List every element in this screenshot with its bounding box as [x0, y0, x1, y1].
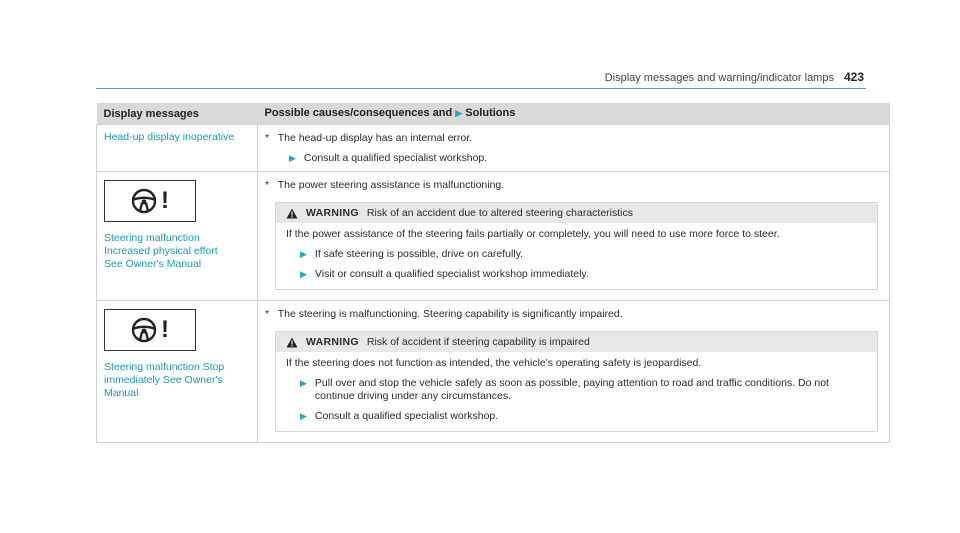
step-text: Visit or consult a qualified specialist workshop immediately.	[314, 268, 589, 280]
message-text: Head-up display inoperative	[104, 131, 235, 143]
arrow-right-icon: ▶	[300, 411, 307, 421]
step-text: Pull over and stop the vehicle safely as soon as possible, paying attention to road and traffic conditions. Do not continue driving under any circumstances.	[314, 377, 829, 402]
cause-cell	[258, 125, 890, 172]
page-number: 423	[843, 70, 864, 84]
exclamation-mark: !	[161, 187, 169, 214]
message-text: Steering malfunction	[104, 232, 200, 244]
table-header-row	[97, 103, 890, 125]
cause-text-content: The head-up display has an internal error.	[277, 132, 473, 144]
arrow-right-icon: ▶	[300, 378, 307, 388]
message-cell	[97, 172, 258, 301]
asterisk: *	[265, 308, 270, 320]
table-row	[97, 301, 890, 443]
warning-header	[276, 332, 877, 352]
cause-text	[265, 131, 882, 145]
cause-text	[265, 178, 882, 192]
asterisk: *	[265, 179, 270, 191]
arrow-right-icon: ▶	[300, 249, 307, 259]
message-cell	[97, 301, 258, 443]
solution-step	[300, 248, 867, 261]
col-header-display-messages: Display messages	[97, 103, 258, 125]
asterisk: *	[265, 132, 270, 144]
page-header	[605, 70, 864, 84]
warning-body-text: If the steering does not function as intended, the vehicle's operating safety is jeopardised.	[286, 357, 702, 369]
message-text: Steering malfunction Stop	[104, 361, 225, 373]
warning-title: Risk of accident if steering capability is impaired	[366, 336, 590, 348]
display-messages-table	[96, 103, 890, 443]
step-text: Consult a qualified specialist workshop.	[303, 152, 488, 164]
cause-text	[265, 307, 882, 321]
warning-body-text: If the power assistance of the steering fails partially or completely, you will need to use more force to steer.	[286, 228, 780, 240]
col-header-solutions: Solutions	[465, 107, 516, 119]
message-text: Manual	[104, 387, 139, 399]
step-text: Consult a qualified specialist workshop.	[314, 410, 499, 422]
message-text: See Owner's Manual	[104, 258, 202, 270]
solution-step	[265, 152, 882, 165]
solution-step	[300, 268, 867, 281]
warning-label: WARNING	[306, 207, 359, 219]
message-text: Increased physical effort	[104, 245, 218, 257]
col-header-causes	[258, 103, 890, 125]
warning-triangle-icon	[286, 337, 298, 348]
header-rule	[96, 88, 866, 89]
warning-body	[276, 352, 877, 431]
cause-text-content: The steering is malfunctioning. Steering capability is significantly impaired.	[277, 308, 623, 320]
steering-wheel-warning-icon	[104, 309, 196, 351]
cause-text-content: The power steering assistance is malfunctioning.	[277, 179, 505, 191]
solution-step	[300, 377, 867, 403]
message-cell	[97, 125, 258, 172]
warning-box	[275, 331, 878, 432]
warning-title: Risk of an accident due to altered steering characteristics	[366, 207, 633, 219]
warning-label: WARNING	[306, 336, 359, 348]
warning-triangle-icon	[286, 208, 298, 219]
arrow-right-icon: ▶	[300, 269, 307, 279]
warning-header	[276, 203, 877, 223]
exclamation-mark: !	[161, 316, 169, 343]
cause-cell	[258, 172, 890, 301]
col-header-causes-text: Possible causes/consequences and	[264, 107, 453, 119]
arrow-right-icon: ▶	[455, 108, 463, 118]
warning-box	[275, 202, 878, 290]
step-text: If safe steering is possible, drive on carefully.	[314, 248, 524, 260]
solution-step	[300, 410, 867, 423]
steering-wheel-warning-icon	[104, 180, 196, 222]
table-row	[97, 172, 890, 301]
table-row	[97, 125, 890, 172]
message-text: immediately See Owner's	[104, 374, 223, 386]
arrow-right-icon: ▶	[289, 153, 296, 163]
section-title: Display messages and warning/indicator lamps	[604, 72, 834, 84]
cause-cell	[258, 301, 890, 443]
warning-body	[276, 223, 877, 289]
steering-wheel-icon	[131, 317, 157, 343]
steering-wheel-icon	[131, 188, 157, 214]
